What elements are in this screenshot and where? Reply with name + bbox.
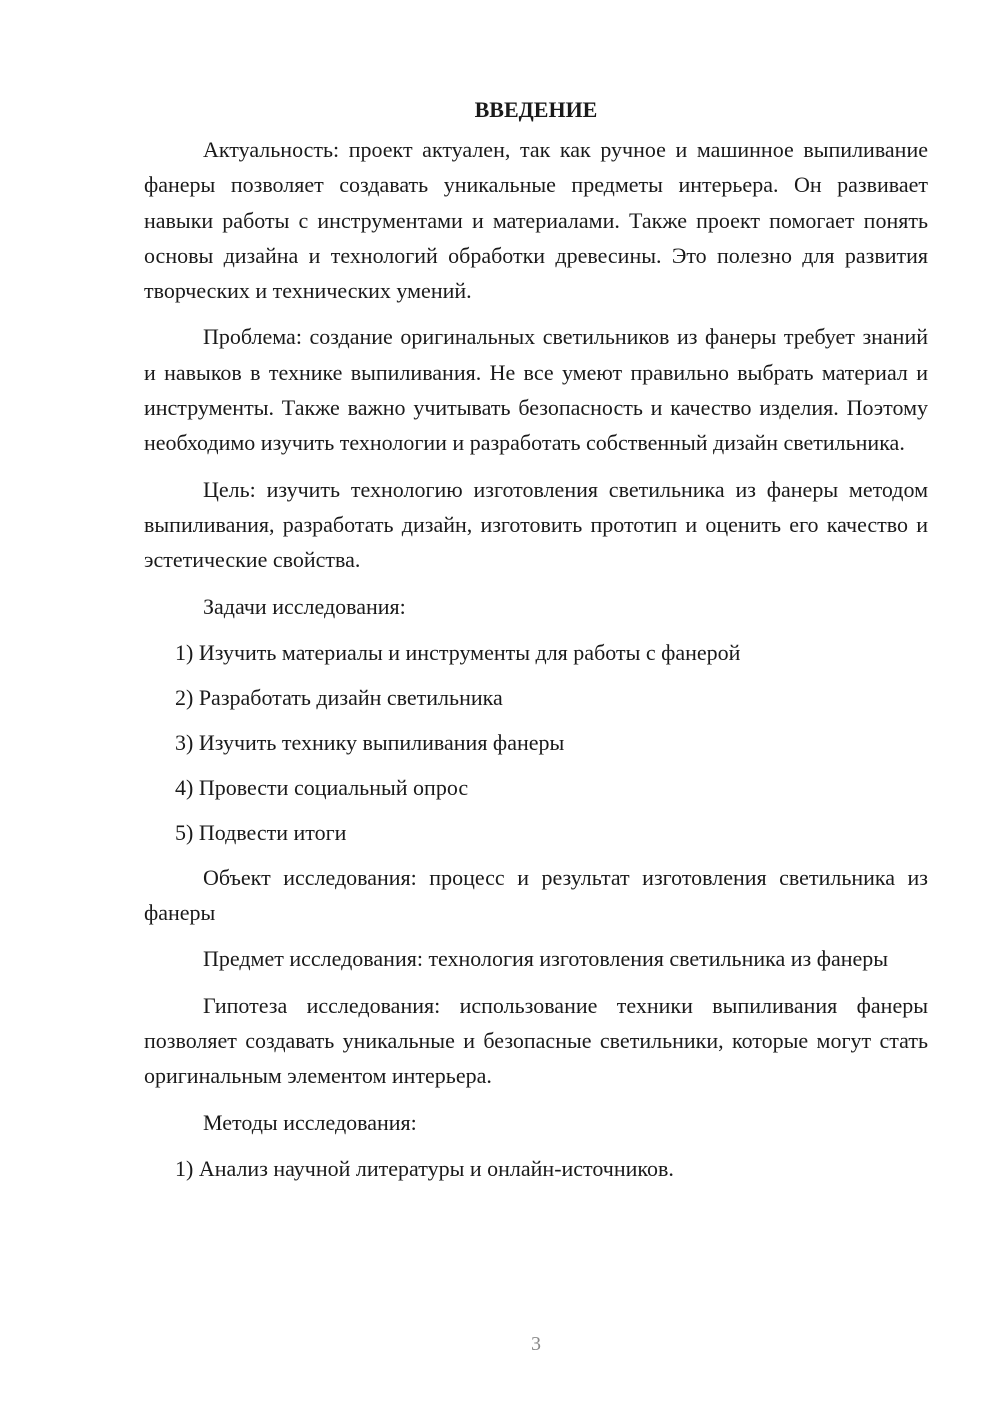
- page-number: 3: [531, 1333, 541, 1355]
- goal-paragraph: Цель: изучить технологию изготовления светильника из фанеры методом выпиливания, разработать дизайн, изготовить прототип и оценить его качество и эстетические свойства.: [144, 476, 928, 573]
- document-page: [144, 92, 928, 1196]
- task-item-4: 4) Провести социальный опрос: [175, 774, 469, 800]
- task-item-3: 3) Изучить технику выпиливания фанеры: [175, 729, 565, 755]
- problem-paragraph: Проблема: создание оригинальных светильников из фанеры требует знаний и навыков в технике выпиливания. Не все умеют правильно выбрать материал и инструменты. Также важно учитывать безопасность и качество изделия. Поэтому необходимо изучить технологии и разработать собственный дизайн светильника.: [144, 324, 928, 456]
- task-item-5: 5) Подвести итоги: [175, 819, 347, 845]
- task-item-2: 2) Разработать дизайн светильника: [175, 684, 503, 710]
- task-item-1: 1) Изучить материалы и инструменты для работы с фанерой: [175, 639, 741, 665]
- methods-heading: Методы исследования:: [203, 1109, 417, 1135]
- tasks-heading: Задачи исследования:: [203, 593, 406, 619]
- subject-paragraph: Предмет исследования: технология изготовления светильника из фанеры: [203, 946, 889, 972]
- relevance-paragraph: Актуальность: проект актуален, так как ручное и машинное выпиливание фанеры позволяет создавать уникальные предметы интерьера. Он развивает навыки работы с инструментами и материалами. Также проект помогает понять основы дизайна и технологий обработки древесины. Это полезно для развития творческих и технических умений.: [144, 137, 928, 304]
- page-title: ВВЕДЕНИЕ: [474, 97, 598, 122]
- object-paragraph: Объект исследования: процесс и результат изготовления светильника из фанеры: [144, 864, 928, 926]
- method-item-1: 1) Анализ научной литературы и онлайн-источников.: [175, 1155, 674, 1181]
- hypothesis-paragraph: Гипотеза исследования: использование техники выпиливания фанеры позволяет создавать уникальные и безопасные светильники, которые могут стать оригинальным элементом интерьера.: [144, 992, 928, 1089]
